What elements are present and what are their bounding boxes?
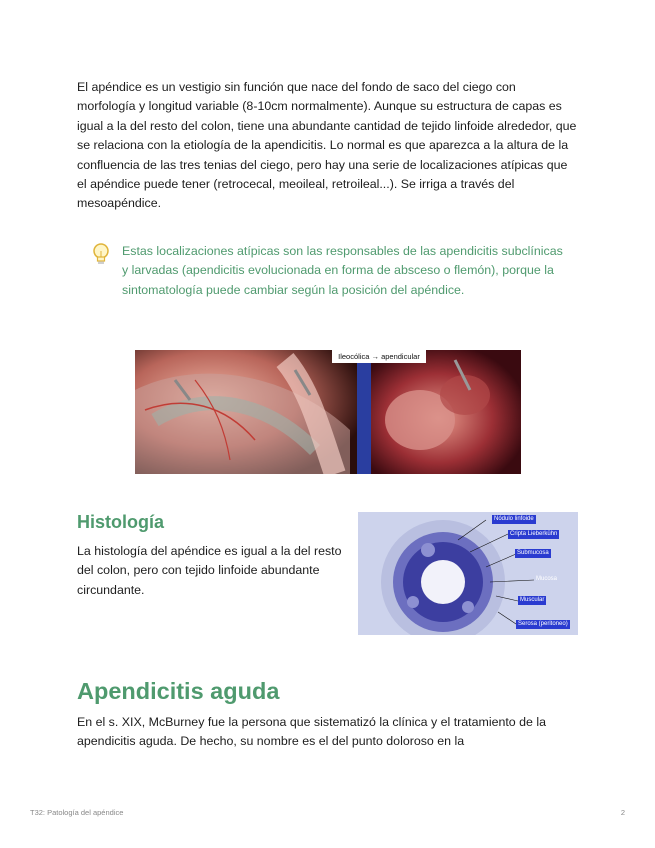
callout-box <box>90 242 570 300</box>
lightbulb-icon <box>90 242 112 268</box>
apendicitis-heading: Apendicitis aguda <box>77 678 280 704</box>
figure-caption: Ileocólica → apendicular <box>332 350 426 363</box>
histology-label: Serosa (peritoneo) <box>518 621 568 627</box>
histology-label: Nódulo linfoide <box>494 516 534 522</box>
apendicitis-paragraph: En el s. XIX, McBurney fue la persona que sistematizó la clínica y el tratamiento de la apendicitis aguda. De hecho, su nombre es el del punto doloroso en la <box>77 715 547 749</box>
histology-label: Muscular <box>520 597 545 603</box>
histology-label: Cripta Lieberkühn <box>510 531 558 537</box>
histology-micrograph <box>358 512 578 635</box>
histology-label: Submucosa <box>517 550 549 556</box>
histologia-heading: Histología <box>77 512 165 532</box>
callout-text: Estas localizaciones atípicas son las responsables de las apendicitis subclínicas y larvadas (apendicitis evolucionada en forma de absceso o flemón), porque la sintomatología puede cambiar según la posición del apéndice. <box>122 244 563 297</box>
histologia-paragraph: La histología del apéndice es igual a la del resto del colon, pero con tejido linfoide abundante circundante. <box>77 544 342 597</box>
appendix-surgical-photo <box>135 350 521 474</box>
footer-title: T32: Patología del apéndice <box>30 808 124 817</box>
intro-paragraph: El apéndice es un vestigio sin función que nace del fondo de saco del ciego con morfología y longitud variable (8-10cm normalmente). Aunque su estructura de capas es igual a la del resto del colon, tiene una abundante cantidad de tejido linfoide alrededor, que se relaciona con la etiología de la apendicitis. Lo normal es que aparezca a la altura de la confluencia de las tres tenias del ciego, pero hay una serie de localizaciones atípicas que el apéndice puede tener (retrocecal, meoileal, retroileal...). Se irriga a través del mesoapéndice. <box>77 80 577 211</box>
histology-label: Mucosa <box>536 576 558 582</box>
page-number: 2 <box>620 808 625 817</box>
